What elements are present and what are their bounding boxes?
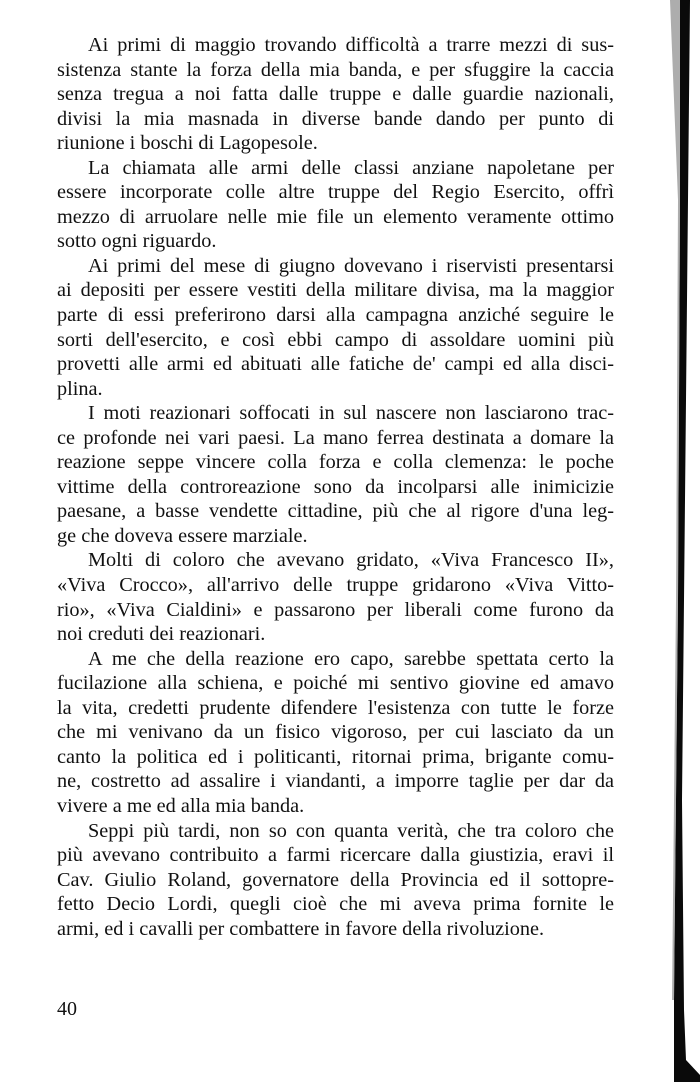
text-line: A me che della reazione ero capo, sarebbe spettata certo la <box>88 647 614 670</box>
text-line: la vita, credetti prudente difendere l'esistenza con tutte le forze <box>57 696 614 719</box>
text-line: parte di essi preferirono darsi alla campagna anziché seguire le <box>57 304 614 327</box>
text-line: più avevano contribuito a farmi ricercare dalla giustizia, eravi il <box>57 844 614 867</box>
text-line: sorti dell'esercito, e così ebbi campo di assoldare uomini più <box>57 328 614 351</box>
paragraph <box>57 254 614 401</box>
paragraph <box>57 401 614 548</box>
text-line: vittime della controreazione sono da incolparsi alle inimicizie <box>57 475 614 498</box>
text-line: che mi venivano da un fisico vigoroso, per cui lasciato da un <box>57 721 614 744</box>
text-line: mezzo di arruolare nelle mie file un elemento veramente ottimo <box>57 205 614 228</box>
text-line: plina. <box>57 377 103 400</box>
text-line: I moti reazionari soffocati in sul nascere non lasciarono trac- <box>88 402 614 425</box>
text-line: Cav. Giulio Roland, governatore della Provincia ed il sottopre- <box>57 868 614 891</box>
text-line: Ai primi del mese di giugno dovevano i riservisti presentarsi <box>88 254 614 277</box>
text-line: vivere a me ed alla mia banda. <box>57 794 305 817</box>
text-line: noi creduti dei reazionari. <box>57 623 266 646</box>
text-line: provetti alle armi ed abituati alle fatiche de' campi ed alla disci- <box>57 353 614 376</box>
text-line: ce profonde nei vari paesi. La mano ferrea destinata a domare la <box>57 426 614 449</box>
text-line: essere incorporate colle altre truppe del Regio Esercito, offrì <box>57 181 614 204</box>
text-line: canto la politica ed i politicanti, ritornai prima, brigante comu- <box>57 745 614 768</box>
text-line: ge che doveva essere marziale. <box>57 524 308 547</box>
text-line: «Viva Crocco», all'arrivo delle truppe gridarono «Viva Vitto- <box>57 574 614 597</box>
text-line: sistenza stante la forza della mia banda, e per sfuggire la caccia <box>57 58 614 81</box>
text-line: senza tregua a noi fatta dalle truppe e dalle guardie nazionali, <box>57 83 614 106</box>
text-line: ai depositi per essere vestiti della militare divisa, ma la maggior <box>57 279 614 302</box>
text-line: Molti di coloro che avevano gridato, «Viva Francesco II», <box>88 549 614 572</box>
text-line: fetto Decio Lordi, quegli cioè che mi aveva prima fornite le <box>57 893 614 916</box>
text-line: sotto ogni riguardo. <box>57 230 217 253</box>
paragraph <box>57 548 614 646</box>
text-line: paesane, a basse vendette cittadine, più che al rigore d'una leg- <box>57 500 614 523</box>
text-line: reazione seppe vincere colla forza e colla clemenza: le poche <box>57 451 614 474</box>
paragraph <box>57 647 614 819</box>
text-line: Ai primi di maggio trovando difficoltà a trarre mezzi di sus- <box>88 34 614 56</box>
text-line: armi, ed i cavalli per combattere in favore della rivoluzione. <box>57 917 545 940</box>
paragraph <box>57 819 614 942</box>
text-line: La chiamata alle armi delle classi anziane napoletane per <box>88 156 614 179</box>
paragraph <box>57 156 614 254</box>
text-line: Seppi più tardi, non so con quanta verità, che tra coloro che <box>88 819 614 842</box>
text-line: fucilazione alla schiena, e poiché mi sentivo giovine ed amavo <box>57 672 614 695</box>
text-line: ne, costretto ad assalire i viandanti, a imporre taglie per dar da <box>57 770 614 793</box>
text-line: riunione i boschi di Lagopesole. <box>57 132 318 155</box>
page-body-text <box>57 33 614 941</box>
text-line: divisi la mia masnada in diverse bande dando per punto di <box>57 107 614 130</box>
paragraph <box>57 33 614 156</box>
text-line: rio», «Viva Cialdini» e passarono per liberali come furono da <box>57 598 614 621</box>
page-number: 40 <box>57 998 77 1020</box>
scanned-book-edge-shadow <box>630 0 700 1082</box>
